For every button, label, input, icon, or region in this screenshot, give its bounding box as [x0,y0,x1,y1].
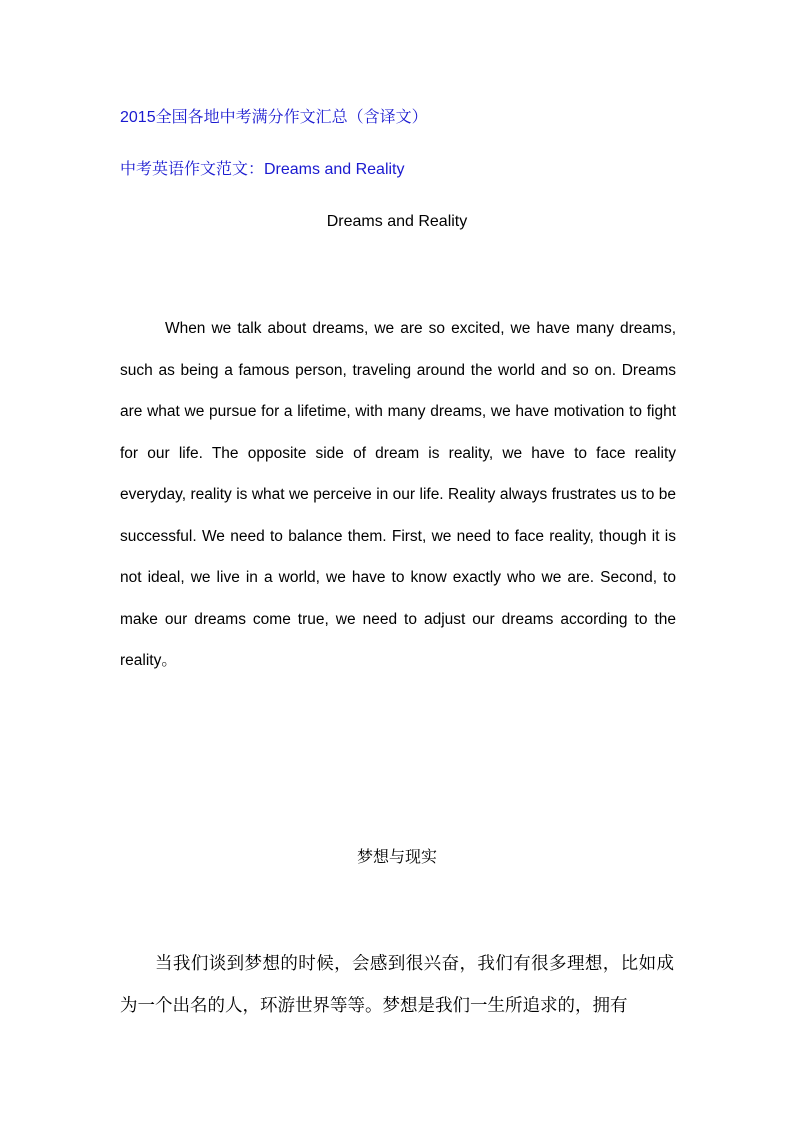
collection-heading: 2015全国各地中考满分作文汇总（含译文） [120,109,428,126]
chinese-essay-paragraph: 当我们谈到梦想的时候，会感到很兴奋，我们有很多理想，比如成为一个出名的人，环游世界等等。梦想是我们一生所追求的，拥有 [120,954,674,1016]
english-essay-title: Dreams and Reality [326,213,468,230]
chinese-essay-title: 梦想与现实 [356,847,437,866]
english-essay-paragraph: When we talk about dreams, we are so excited, we have many dreams, such as being a famous person, traveling around the world and so on. Dreams are what we pursue for a lifetime, with many dreams, we have motivation to fight for our life. The opposite side of dream is reality, we have to face reality everyday, reality is what we perceive in our life. Reality always frustrates us to be successful. We need to balance them. First, we need to face reality, though it is not ideal, we live in a world, we have to know exactly who we are. Second, to make our dreams come true, we need to adjust our dreams according to the reality。 [120,320,676,669]
essay-category-heading: 中考英语作文范文：Dreams and Reality [120,161,405,178]
